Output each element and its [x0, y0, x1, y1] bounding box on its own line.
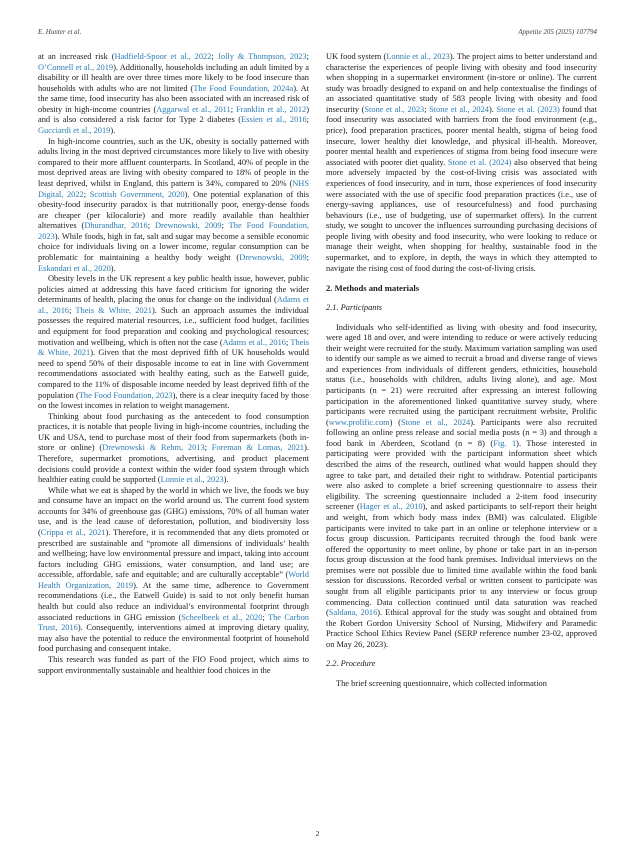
citation-link[interactable]: Drewnowski, 2009 — [239, 252, 307, 262]
citation-link[interactable]: Drewnowski & Rehm, 2013 — [102, 443, 205, 453]
citation-link[interactable]: Fig. 1 — [493, 438, 517, 448]
citation-link[interactable]: Gucciardi et al., 2019 — [38, 126, 111, 136]
citation-link[interactable]: Dhurandhar, 2016 — [84, 221, 148, 231]
paragraph: at an increased risk (Hadfield-Spoor et al., 2022; Jolly & Thompson, 2023; O’Connell et al., 2019). Additionally, households including an adult limited by a disability or ill health are over three times more likely to be food insecure than households with adults who are not limited (The Food Foundation, 2024a). At the same time, food insecurity has also been associated with an increased risk of obesity in high-income countries (Aggarwal et al., 2011; Franklin et al., 2012) and is also considered a risk factor for Type 2 diabetes (Essien et al., 2016; Gucciardi et al., 2019). — [38, 52, 309, 136]
page-content — [38, 28, 597, 690]
citation-link[interactable]: Saldana, 2016 — [328, 608, 378, 618]
citation-link[interactable]: Lonnie et al., 2023 — [160, 475, 224, 485]
citation-link[interactable]: Adams et al., 2016 — [222, 337, 286, 347]
citation-link[interactable]: Stone et al. (2024) — [447, 157, 512, 167]
citation-link[interactable]: Stone et al., 2024 — [429, 104, 489, 114]
paragraph: While what we eat is shaped by the world in which we live, the foods we buy and consume have an impact on the world around us. The current food system accounts for 34% of greenhouse gas (GHG) emissions, 70% of all human water use, and is the lead cause of deforestation, pollution, and biodiversity loss (Crippa et al., 2021). Therefore, it is recommended that any diets promoted or prescribed are sustainable and “promote all dimensions of individuals’ health and wellbeing; have low environmental pressure and impact, taking into account factors including GHG emissions, water consumption, and land use; are accessible, affordable, safe and equitable; and are culturally acceptable” (World Health Organization, 2019). At the same time, adherence to Government recommendations (i.e., the Eatwell Guide) is said to not only benefit human health but could also reduce an individual’s environmental footprint through associated reductions in GHG emission (Scheelbeek et al., 2020; The Carbon Trust, 2016). Consequently, interventions aimed at improving dietary quality, may also have the potential to reduce the environmental footprint of household food purchasing and consequent intake. — [38, 485, 309, 654]
citation-link[interactable]: The Food Foundation, 2024a — [193, 83, 294, 93]
citation-link[interactable]: Aggarwal et al., 2011 — [156, 104, 231, 114]
right-column — [326, 52, 597, 690]
citation-link[interactable]: Scottish Government, 2020 — [89, 189, 185, 199]
section-heading: 2. Methods and materials — [326, 283, 420, 294]
subsection-heading: 2.1. Participants — [326, 302, 383, 312]
citation-link[interactable]: Franklin et al., 2012 — [236, 104, 307, 114]
running-head-journal: Appetite 205 (2025) 107794 — [518, 28, 597, 36]
paragraph: The brief screening questionnaire, which collected information — [336, 679, 547, 689]
citation-link[interactable]: Hager et al., 2010 — [359, 502, 423, 512]
citation-link[interactable]: Theis & White, 2021 — [38, 337, 309, 358]
citation-link[interactable]: Adams et al., 2016 — [38, 295, 309, 315]
page-number: 2 — [315, 829, 320, 838]
paragraph: This research was funded as part of the FIO Food project, which aims to support environmentally sustainable and healthier food choices in the — [38, 654, 309, 675]
citation-link[interactable]: Foreman & Lomas, 2021 — [211, 443, 305, 453]
citation-link[interactable]: NHS Digital, 2022 — [38, 178, 309, 199]
citation-link[interactable]: Essien et al., 2016 — [241, 115, 307, 125]
citation-link[interactable]: Crippa et al., 2021 — [40, 528, 106, 538]
running-head-authors: E. Hunter et al. — [38, 28, 82, 36]
citation-link[interactable]: Stone et al., 2024 — [400, 417, 471, 427]
citation-link[interactable]: Stone et al., 2023 — [364, 104, 425, 114]
citation-link[interactable]: Hadfield-Spoor et al., 2022 — [114, 52, 212, 61]
citation-link[interactable]: The Food Foundation, 2023 — [38, 221, 309, 241]
citation-link[interactable]: www.prolific.com — [328, 417, 390, 427]
paragraph: UK food system (Lonnie et al., 2023). The project aims to better understand and characterise the experiences of people living with obesity and food insecurity when shopping in a supermarket environment (in-store or online). The current study was broadly designed to expand on and help contextualise the findings of an associated quantitative study of 583 people living with obesity and food insecurity (Stone et al., 2023; Stone et al., 2024). Stone et al. (2023) found that food insecurity was associated with barriers from the food environment (e.g., price), food preparation practices, poorer mental health, stigma of being food insecure, lower healthy diet knowledge, and physical ill-health. Moreover, poorer mental health and experiences of stigma from being food insecure were associated with poorer diet quality. Stone et al. (2024) also observed that being more adversely impacted by the cost-of-living crisis was associated with experiences of food insecurity, and in turn, those experiences of food insecurity were associated with the use of specific food preparation practices (i.e., use of energy-saving appliances, use of resourcefulness) and food purchasing behaviours (i.e., use of budgeting, use of supermarket offers). In the current study, we sought to uncover the influences surrounding purchasing decisions of people living with obesity and food insecurity, who were looking to reduce or manage their weight, when shopping for healthy, sustainable food in the supermarket, and to explore, in depth, the ways in which they attempted to navigate the rising cost of food during the cost-of-living crisis. — [326, 52, 598, 273]
citation-link[interactable]: Theis & White, 2021 — [75, 305, 152, 315]
paragraph: Thinking about food purchasing as the antecedent to food consumption practices, it is notable that people living in high-income countries, including the UK and USA, tend to purchase most of their food from supermarkets (both in-store or online) (Drewnowski & Rehm, 2013; Foreman & Lomas, 2021). Therefore, supermarket promotions, advertising, and product placement decisions could provide a context within the wider food system through which healthier eating could be supported (Lonnie et al., 2023). — [38, 411, 309, 485]
citation-link[interactable]: O’Connell et al., 2019 — [38, 62, 114, 72]
left-column — [38, 52, 309, 690]
running-head — [38, 28, 597, 36]
citation-link[interactable]: World Health Organization, 2019 — [38, 570, 309, 590]
citation-link[interactable]: Jolly & Thompson, 2023 — [217, 52, 307, 61]
citation-link[interactable]: Eskandari et al., 2020 — [38, 263, 111, 273]
paragraph: Individuals who self-identified as living with obesity and food insecurity, were aged 18 and over, and were intending to reduce or were actively reducing their weight were recruited for the study. Maximum variation sampling was used to identify our sample as we aimed to recruit a broad and diverse range of views and experiences from individuals of different genders, ethnicities, household status (i.e., households with children, adults living alone), and age. Most participants (n = 21) were recruited after expressing an interest following participation in the aforementioned linked quantitative survey study, where participants were recruited using the participant recruitment website, Prolific (www.prolific.com) (Stone et al., 2024). Participants were also recruited following an online press release and social media posts (n = 3) and through a food bank in Aberdeen, Scotland (n = 8) (Fig. 1). Those interested in participating were provided with the participant information sheet which described the aims of the research, outlined what would happen should they agree to take part, and detailed their right to withdraw. Potential participants were also asked to complete a brief screening questionnaire to assess their eligibility. The screening questionnaire included a 2-item food insecurity screener (Hager et al., 2010), and asked participants to self-report their height and weight, from which body mass index (BMI) was calculated. Eligible participants were invited to take part in an online or telephone interview or a focus group discussion. Participants recruited through the food bank were offered the opportunity to meet online, by phone or take part in an in-person focus group discussion at the food bank premises. Individual interviews on the premises were not possible due to limited time available within the food bank session for discussions. Recorded verbal or written consent to participate was sought from all eligible participants prior to any interview or focus group commencing. Data collection continued until data saturation was reached (Saldana, 2016). Ethical approval for the study was sought and obtained from the Robert Gordon University School of Nursing, Midwifery and Paramedic Practice School Ethics Review Panel (SERP reference number 23-02, approved on May 26, 2023). — [326, 322, 597, 649]
citation-link[interactable]: Scheelbeek et al., 2020 — [181, 612, 263, 622]
article-body — [38, 52, 597, 690]
citation-link[interactable]: Stone et al. (2023) — [496, 104, 560, 114]
citation-link[interactable]: Lonnie et al., 2023 — [386, 52, 450, 61]
subsection-heading: 2.2. Procedure — [326, 659, 376, 669]
paragraph: In high-income countries, such as the UK, obesity is socially patterned with adults living in the most deprived circumstances more likely to live with obesity compared to their more affluent counterparts. In Scotland, 40% of people in the most deprived areas are living with obesity compared to 18% of people in the least deprived, whilst in England, this pattern is 34%, compared to 20% (NHS Digital, 2022; Scottish Government, 2020). One potential explanation of this obesity-food insecurity paradox is that nutritionally poor, energy-dense foods are cheaper (per kilocalorie) and more readily available than healthier alternatives (Dhurandhar, 2016; Drewnowski, 2009; The Food Foundation, 2023). While foods, high in fat, salt and sugar may become a sensible economic choice for individuals living on a lower income, regular consumption can be problematic for maintaining a healthy body weight (Drewnowski, 2009; Eskandari et al., 2020). — [38, 136, 310, 273]
citation-link[interactable]: The Carbon Trust, 2016 — [38, 612, 309, 633]
citation-link[interactable]: The Food Foundation, 2023 — [78, 390, 173, 400]
citation-link[interactable]: Drewnowski, 2009 — [155, 221, 222, 231]
paragraph: Obesity levels in the UK represent a key public health issue, however, public policies aimed at addressing this have faced criticism for ignoring the wider determinants of health, placing the onus for change on the individual (Adams et al., 2016; Theis & White, 2021). Such an approach assumes the individual possesses the required material resources, i.e., sufficient food budget, facilities and equipment for food preparation and cooking and psychological resources; motivation and wellbeing, which is often not the case (Adams et al., 2016; Theis & White, 2021). Given that the most deprived fifth of UK households would need to spend 50% of their disposable income to eat in line with Government recommendations associated with healthy eating, such as the Eatwell guide, compared to the 11% of disposable income needed by least deprived fifth of the population (The Food Foundation, 2023), there is a clear inequity faced by those on the lowest incomes in relation to weight management. — [38, 274, 309, 411]
